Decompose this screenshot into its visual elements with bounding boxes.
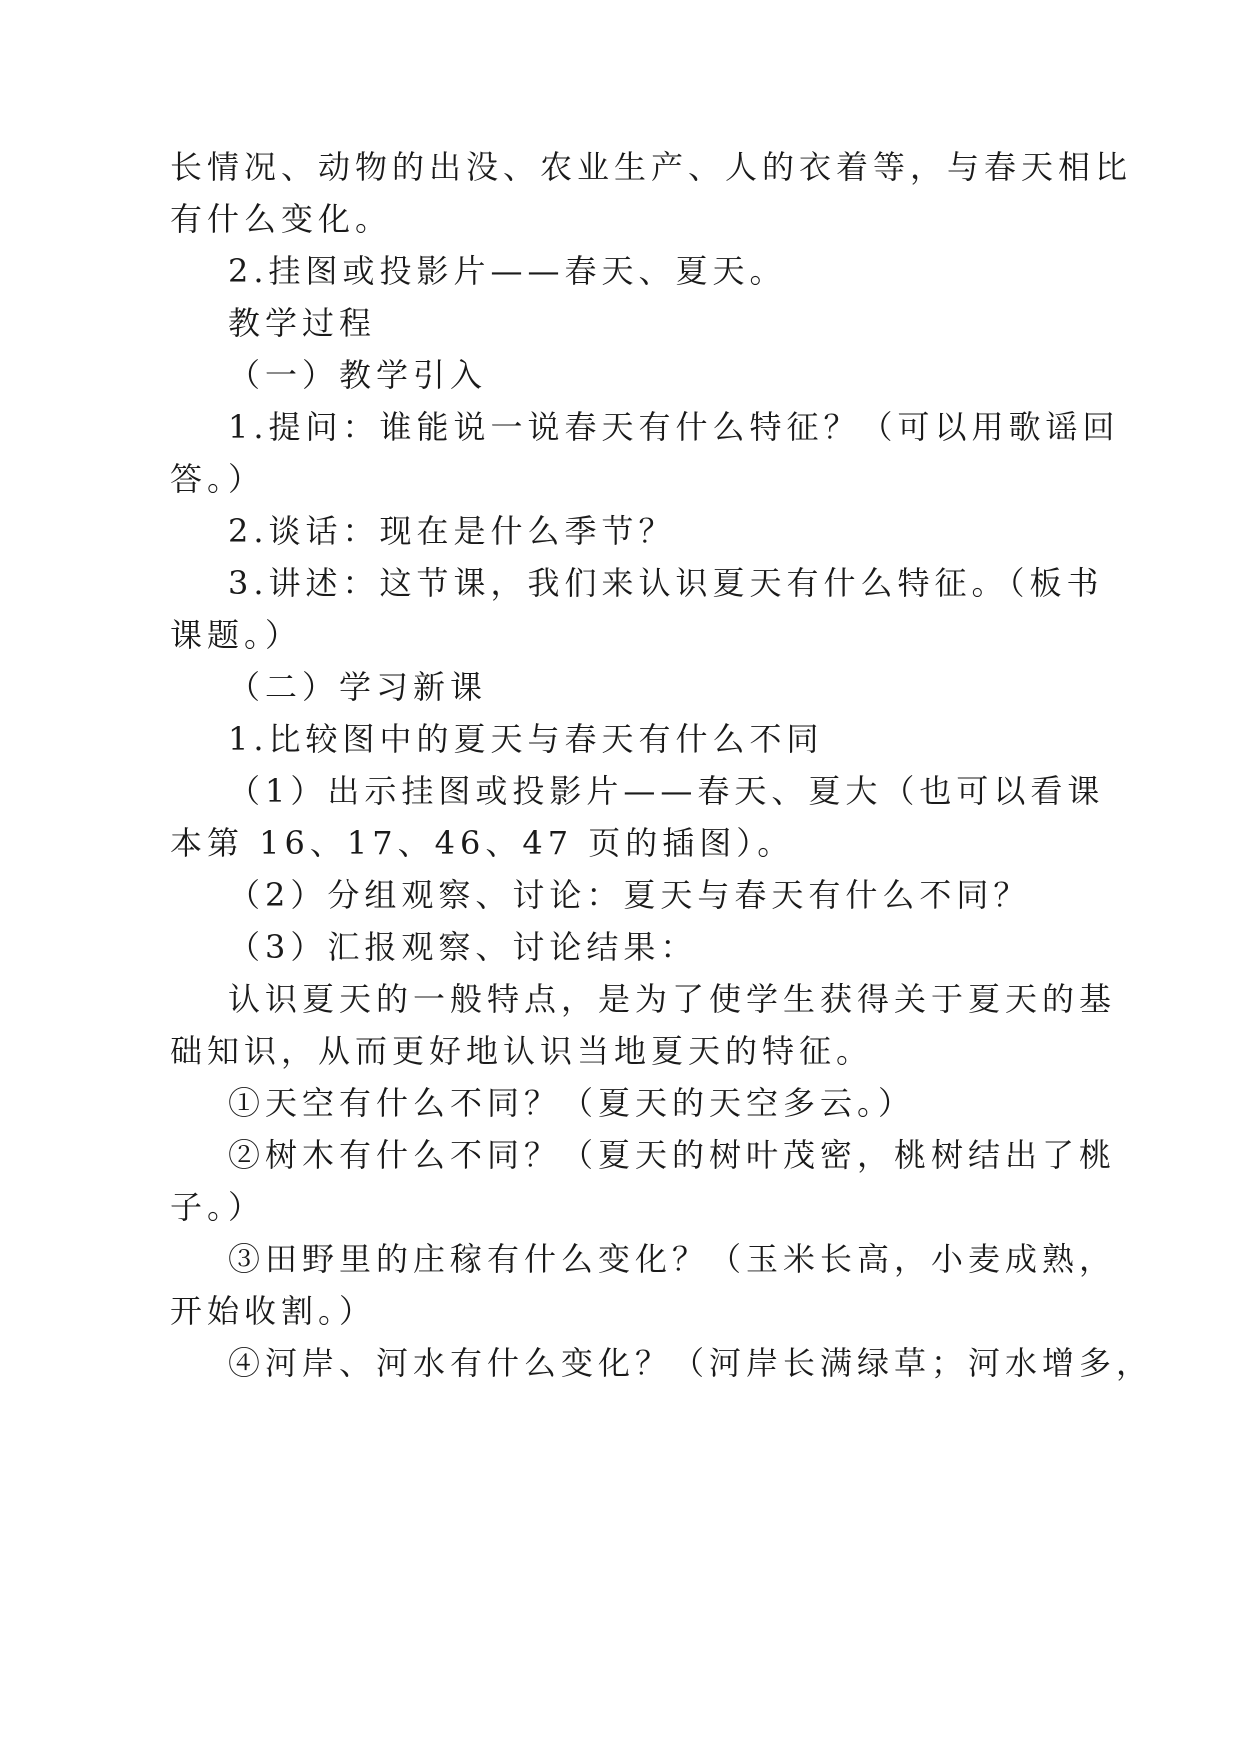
text-line: 2.谈话：现在是什么季节？ [228, 512, 676, 550]
text-line: 答。） [170, 460, 266, 498]
text-line: 本第 16、17、46、47 页的插图）。 [170, 824, 795, 862]
text-line: 3.讲述：这节课，我们来认识夏天有什么特征。（板书 [228, 564, 1104, 602]
text-line: 课题。） [170, 616, 303, 654]
text-line: 1.提问：谁能说一说春天有什么特征？（可以用歌谣回 [228, 408, 1120, 446]
text-line: 1.比较图中的夏天与春天有什么不同 [228, 720, 824, 758]
text-line: 长情况、动物的出没、农业生产、人的衣着等，与春天相比 [170, 148, 1133, 186]
section-heading: 教学过程 [228, 304, 377, 342]
text-line: ③田野里的庄稼有什么变化？（玉米长高，小麦成熟， [228, 1240, 1117, 1278]
text-line: ①天空有什么不同？（夏天的天空多云。） [228, 1084, 916, 1122]
section-heading: （二）学习新课 [228, 668, 488, 706]
text-line: ②树木有什么不同？（夏天的树叶茂密，桃树结出了桃 [228, 1136, 1117, 1174]
text-line: 2.挂图或投影片——春天、夏天。 [228, 252, 787, 290]
text-line: （1）出示挂图或投影片——春天、夏大（也可以看课 [228, 772, 1105, 810]
text-line: 认识夏天的一般特点，是为了使学生获得关于夏天的基 [228, 980, 1117, 1018]
text-line: ④河岸、河水有什么变化？（河岸长满绿草；河水增多， [228, 1344, 1154, 1382]
text-line: 子。） [170, 1188, 266, 1226]
text-line: 础知识，从而更好地认识当地夏天的特征。 [170, 1032, 874, 1070]
text-line: （2）分组观察、讨论：夏天与春天有什么不同？ [228, 876, 1031, 914]
text-line: 有什么变化。 [170, 200, 393, 238]
text-line: 开始收割。） [170, 1292, 377, 1330]
text-line: （3）汇报观察、讨论结果： [228, 928, 698, 966]
section-heading: （一）教学引入 [228, 356, 488, 394]
